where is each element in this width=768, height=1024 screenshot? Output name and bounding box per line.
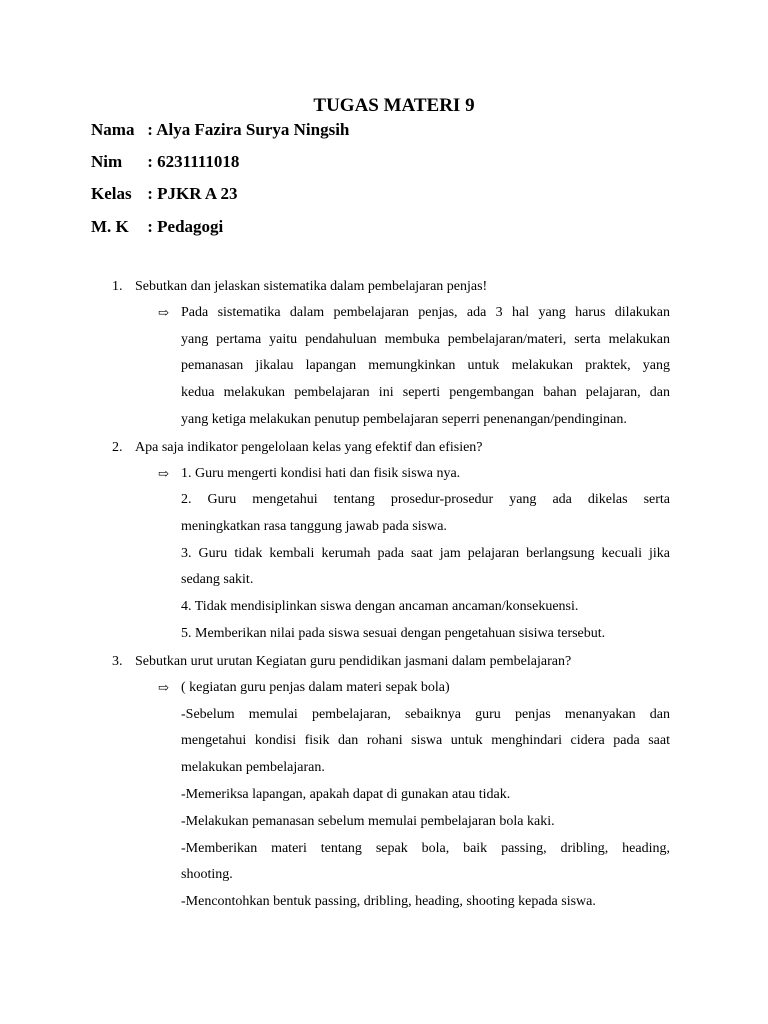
answer-line: kedua melakukan pembelajaran ini seperti pengembangan bahan pelajaran, dan xyxy=(181,385,670,400)
answer-line: 4. Tidak mendisiplinkan siswa dengan ancaman ancaman/konsekuensi. xyxy=(181,599,579,614)
question-text: Apa saja indikator pengelolaan kelas yang efektif dan efisien? xyxy=(135,440,483,455)
question-number: 3. xyxy=(112,654,123,669)
answer-line: -Sebelum memulai pembelajaran, sebaiknya guru penjas menanyakan dan xyxy=(181,707,670,722)
info-label: Nim xyxy=(91,152,123,171)
answer-line: yang ketiga melakukan penutup pembelajaran seperri penenangan/pendinginan. xyxy=(181,412,627,427)
info-label: Kelas xyxy=(91,184,132,203)
answer-line: meningkatkan rasa tanggung jawab pada siswa. xyxy=(181,519,447,534)
info-row-nama xyxy=(91,120,349,140)
answer-line: 1. Guru mengerti kondisi hati dan fisik siswa nya. xyxy=(181,466,461,481)
answer-line: sedang sakit. xyxy=(181,572,254,587)
answer-line: melakukan pembelajaran. xyxy=(181,760,325,775)
info-value: : PJKR A 23 xyxy=(147,184,238,203)
info-value: : 6231111018 xyxy=(147,152,240,171)
answer-line: 3. Guru tidak kembali kerumah pada saat jam pelajaran berlangsung kecuali jika xyxy=(181,546,670,561)
answer-line: ( kegiatan guru penjas dalam materi sepak bola) xyxy=(181,680,450,695)
question-text: Sebutkan urut urutan Kegiatan guru pendidikan jasmani dalam pembelajaran? xyxy=(135,654,572,669)
answer-line: mengetahui kondisi fisik dan rohani siswa untuk menghindari cidera pada saat xyxy=(181,733,670,748)
info-label: M. K xyxy=(91,217,129,236)
answer-line: -Mencontohkan bentuk passing, dribling, heading, shooting kepada siswa. xyxy=(181,894,596,909)
info-row-kelas xyxy=(91,184,237,204)
info-value: : Alya Fazira Surya Ningsih xyxy=(147,120,350,139)
answer-line: yang pertama yaitu pendahuluan membuka pembelajaran/materi, serta melakukan xyxy=(181,332,670,347)
answer-line: -Memberikan materi tentang sepak bola, baik passing, dribling, heading, xyxy=(181,841,670,856)
question-1 xyxy=(112,279,487,295)
question-number: 2. xyxy=(112,440,123,455)
arrow-bullet-icon: ⇨ xyxy=(158,466,169,481)
arrow-bullet-icon: ⇨ xyxy=(158,680,169,695)
info-row-mk xyxy=(91,217,223,237)
question-2 xyxy=(112,440,483,456)
info-value: : Pedagogi xyxy=(147,217,224,236)
answer-line: Pada sistematika dalam pembelajaran penjas, ada 3 hal yang harus dilakukan xyxy=(181,305,670,320)
answer-line: 2. Guru mengetahui tentang prosedur-prosedur yang ada dikelas serta xyxy=(181,492,670,507)
question-3 xyxy=(112,654,571,670)
info-row-nim xyxy=(91,152,239,172)
answer-line: 5. Memberikan nilai pada siswa sesuai dengan pengetahuan sisiwa tersebut. xyxy=(181,626,606,641)
answer-line: shooting. xyxy=(181,867,233,882)
page-title: TUGAS MATERI 9 xyxy=(313,95,475,116)
question-text: Sebutkan dan jelaskan sistematika dalam pembelajaran penjas! xyxy=(135,279,488,294)
answer-line: pemanasan jikalau lapangan memungkinkan untuk melakukan praktek, yang xyxy=(181,358,670,373)
answer-line: -Melakukan pemanasan sebelum memulai pembelajaran bola kaki. xyxy=(181,814,555,829)
info-label: Nama xyxy=(91,120,135,139)
arrow-bullet-icon: ⇨ xyxy=(158,305,169,320)
answer-line: -Memeriksa lapangan, apakah dapat di gunakan atau tidak. xyxy=(181,787,511,802)
question-number: 1. xyxy=(112,279,123,294)
